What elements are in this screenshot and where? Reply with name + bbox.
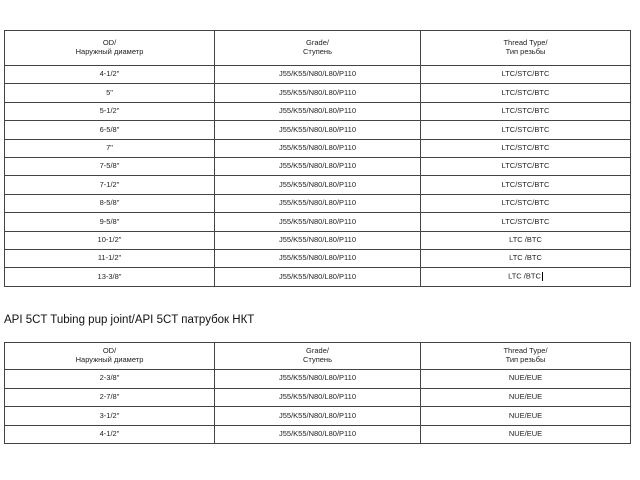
cell-thread[interactable] [421,268,631,286]
cell-thread: LTC/STC/BTC [421,121,631,139]
table-row [5,102,631,120]
cell-grade: J55/K55/N80/L80/P110 [215,121,421,139]
cell-od: 5-1/2" [5,102,215,120]
table-row [5,249,631,267]
cell-thread: LTC /BTC [421,231,631,249]
cell-thread: LTC/STC/BTC [421,176,631,194]
cell-thread: NUE/EUE [421,407,631,426]
casing-spec-table [4,30,631,287]
header-od [5,343,215,370]
table-header-row [5,31,631,66]
cell-od: 7" [5,139,215,157]
cell-grade: J55/K55/N80/L80/P110 [215,176,421,194]
header-thread-en: Thread Type/ [503,346,548,356]
cell-thread: LTC/STC/BTC [421,84,631,102]
section-heading: API 5CT Tubing pup joint/API 5CT патрубок НКТ [4,314,255,326]
cell-grade: J55/K55/N80/L80/P110 [215,213,421,231]
cell-grade: J55/K55/N80/L80/P110 [215,84,421,102]
cell-thread-text: LTC /BTC [508,271,541,281]
header-od-en: OD/ [102,38,117,48]
cell-thread: LTC/STC/BTC [421,157,631,175]
header-grade-ru: Ступень [303,355,332,364]
header-thread [421,343,631,370]
header-od-en: OD/ [102,346,117,356]
cell-od: 11-1/2" [5,249,215,267]
cell-od: 4-1/2" [5,425,215,444]
header-od [5,31,215,66]
cell-thread: LTC/STC/BTC [421,102,631,120]
table-row [5,388,631,407]
cell-thread: LTC/STC/BTC [421,213,631,231]
cell-thread: NUE/EUE [421,425,631,444]
tubing-spec-table [4,342,631,444]
cell-grade: J55/K55/N80/L80/P110 [215,102,421,120]
cell-grade: J55/K55/N80/L80/P110 [215,139,421,157]
cell-grade: J55/K55/N80/L80/P110 [215,268,421,286]
cell-grade: J55/K55/N80/L80/P110 [215,194,421,212]
cell-grade: J55/K55/N80/L80/P110 [215,425,421,444]
cell-thread: LTC/STC/BTC [421,139,631,157]
table-row [5,84,631,102]
cell-od: 7-5/8" [5,157,215,175]
header-thread [421,31,631,66]
cell-thread: NUE/EUE [421,370,631,389]
cell-od: 5" [5,84,215,102]
cell-thread: NUE/EUE [421,388,631,407]
cell-od: 3-1/2" [5,407,215,426]
table-row [5,176,631,194]
table-row [5,213,631,231]
header-od-ru: Наружный диаметр [75,355,144,364]
cell-grade: J55/K55/N80/L80/P110 [215,231,421,249]
header-grade-en: Grade/ [306,346,329,356]
cell-grade: J55/K55/N80/L80/P110 [215,66,421,84]
cell-od: 2-7/8" [5,388,215,407]
cell-od: 10-1/2" [5,231,215,249]
header-od-ru: Наружный диаметр [75,47,144,56]
cell-grade: J55/K55/N80/L80/P110 [215,407,421,426]
cell-od: 2-3/8" [5,370,215,389]
cell-grade: J55/K55/N80/L80/P110 [215,157,421,175]
cell-grade: J55/K55/N80/L80/P110 [215,370,421,389]
cell-od: 8-5/8" [5,194,215,212]
table-row [5,194,631,212]
header-thread-en: Thread Type/ [503,38,548,48]
cell-od: 4-1/2" [5,66,215,84]
table-row [5,121,631,139]
table-row [5,407,631,426]
cell-od: 13-3/8" [5,268,215,286]
table-row [5,231,631,249]
header-grade [215,31,421,66]
cell-thread: LTC /BTC [421,249,631,267]
cell-grade: J55/K55/N80/L80/P110 [215,388,421,407]
table-row [5,425,631,444]
header-thread-ru: Тип резьбы [505,355,546,364]
table-header-row [5,343,631,370]
header-grade-ru: Ступень [303,47,332,56]
table-row [5,268,631,286]
table-row [5,157,631,175]
table-row [5,139,631,157]
cell-od: 6-5/8" [5,121,215,139]
header-grade [215,343,421,370]
cell-od: 7-1/2" [5,176,215,194]
header-grade-en: Grade/ [306,38,329,48]
cell-od: 9-5/8" [5,213,215,231]
table-row [5,370,631,389]
header-thread-ru: Тип резьбы [505,47,546,56]
table-row [5,66,631,84]
cell-thread: LTC/STC/BTC [421,194,631,212]
cell-thread: LTC/STC/BTC [421,66,631,84]
cell-grade: J55/K55/N80/L80/P110 [215,249,421,267]
text-cursor [542,272,543,281]
